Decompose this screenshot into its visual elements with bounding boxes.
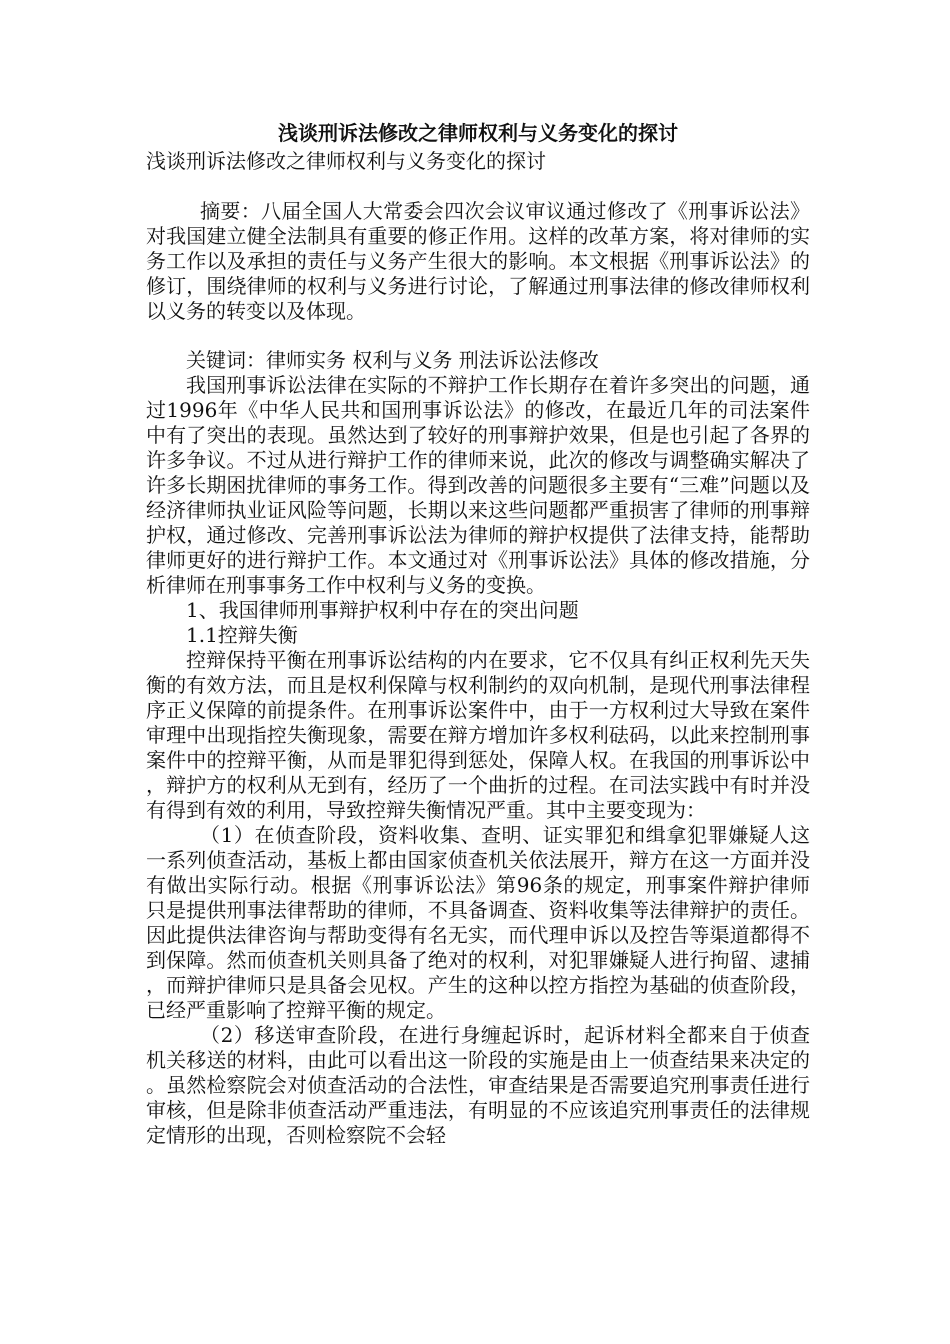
section-1-heading: 1、我国律师刑事辩护权利中存在的突出问题 bbox=[186, 598, 579, 622]
document-body bbox=[146, 118, 810, 1148]
keywords-line: 关键词：律师实务 权利与义务 刑法诉讼法修改 bbox=[186, 348, 599, 372]
intro-paragraph: 我国刑事诉讼法律在实际的不辩护工作长期存在着许多突出的问题，通过1996年《中华人民共和国刑事诉讼法》的修改，在最近几年的司法案件中有了突出的表现。虽然达到了较好的刑事辩护效果，但是也引起了各界的许多争议。不过从进行辩护工作的律师来说，此次的修改与调整确实解决了许多长期困扰律师的事务工作。得到改善的问题很多主要有“三难”问题以及经济律师执业证风险等问题，长期以来这些问题都严重损害了律师的刑事辩护权，通过修改、完善刑事诉讼法为律师的辩护权提供了法律支持，能帮助律师更好的进行辩护工作。本文通过对《刑事诉讼法》具体的修改措施，分析律师在刑事事务工作中权利与义务的变换。 bbox=[146, 373, 810, 597]
document-subtitle: 浅谈刑诉法修改之律师权利与义务变化的探讨 bbox=[146, 149, 546, 173]
control-defense-paragraph: 控辩保持平衡在刑事诉讼结构的内在要求，它不仅具有纠正权利先天失衡的有效方法，而且是权利保障与权利制约的双向机制，是现代刑事法律程序正义保障的前提条件。在刑事诉讼案件中，由于一方权利过大导致在案件审理中出现指控失衡现象，需要在辩方增加许多权利砝码，以此来控制刑事案件中的控辩平衡，从而是罪犯得到惩处，保障人权。在我国的刑事诉讼中，辩护方的权利从无到有，经历了一个曲折的过程。在司法实践中有时并没有得到有效的利用，导致控辩失衡情况严重。其中主要变现为： bbox=[146, 648, 810, 822]
document-title: 浅谈刑诉法修改之律师权利与义务变化的探讨 bbox=[278, 121, 678, 145]
list-item-review: （2）移送审查阶段，在进行身缠起诉时，起诉材料全都来自于侦查机关移送的材料，由此可以看出这一阶段的实施是由上一侦查结果来决定的。虽然检察院会对侦查活动的合法性，审查结果是否需要追究刑事责任进行审核，但是除非侦查活动严重违法，有明显的不应该追究刑事责任的法律规定情形的出现，否则检察院不会轻 bbox=[146, 1023, 810, 1147]
section-1-1-heading: 1.1控辩失衡 bbox=[186, 623, 298, 647]
list-item-investigation: （1）在侦查阶段，资料收集、查明、证实罪犯和缉拿犯罪嫌疑人这一系列侦查活动，基板上都由国家侦查机关依法展开，辩方在这一方面并没有做出实际行动。根据《刑事诉讼法》第96条的规定，刑事案件辩护律师只是提供刑事法律帮助的律师，不具备调查、资料收集等法律辩护的责任。因此提供法律咨询与帮助变得有名无实，而代理申诉以及控告等渠道都得不到保障。然而侦查机关则具备了绝对的权利，对犯罪嫌疑人进行拘留、逮捕，而辩护律师只是具备会见权。产生的这种以控方指控为基础的侦查阶段，已经严重影响了控辩平衡的规定。 bbox=[146, 823, 810, 1022]
abstract-paragraph: 摘要：八届全国人大常委会四次会议审议通过修改了《刑事诉讼法》对我国建立健全法制具有重要的修正作用。这样的改革方案，将对律师的实务工作以及承担的责任与义务产生很大的影响。本文根据《刑事诉讼法》的修订，围绕律师的权利与义务进行讨论，了解通过刑事法律的修改律师权利以义务的转变以及体现。 bbox=[146, 199, 810, 323]
